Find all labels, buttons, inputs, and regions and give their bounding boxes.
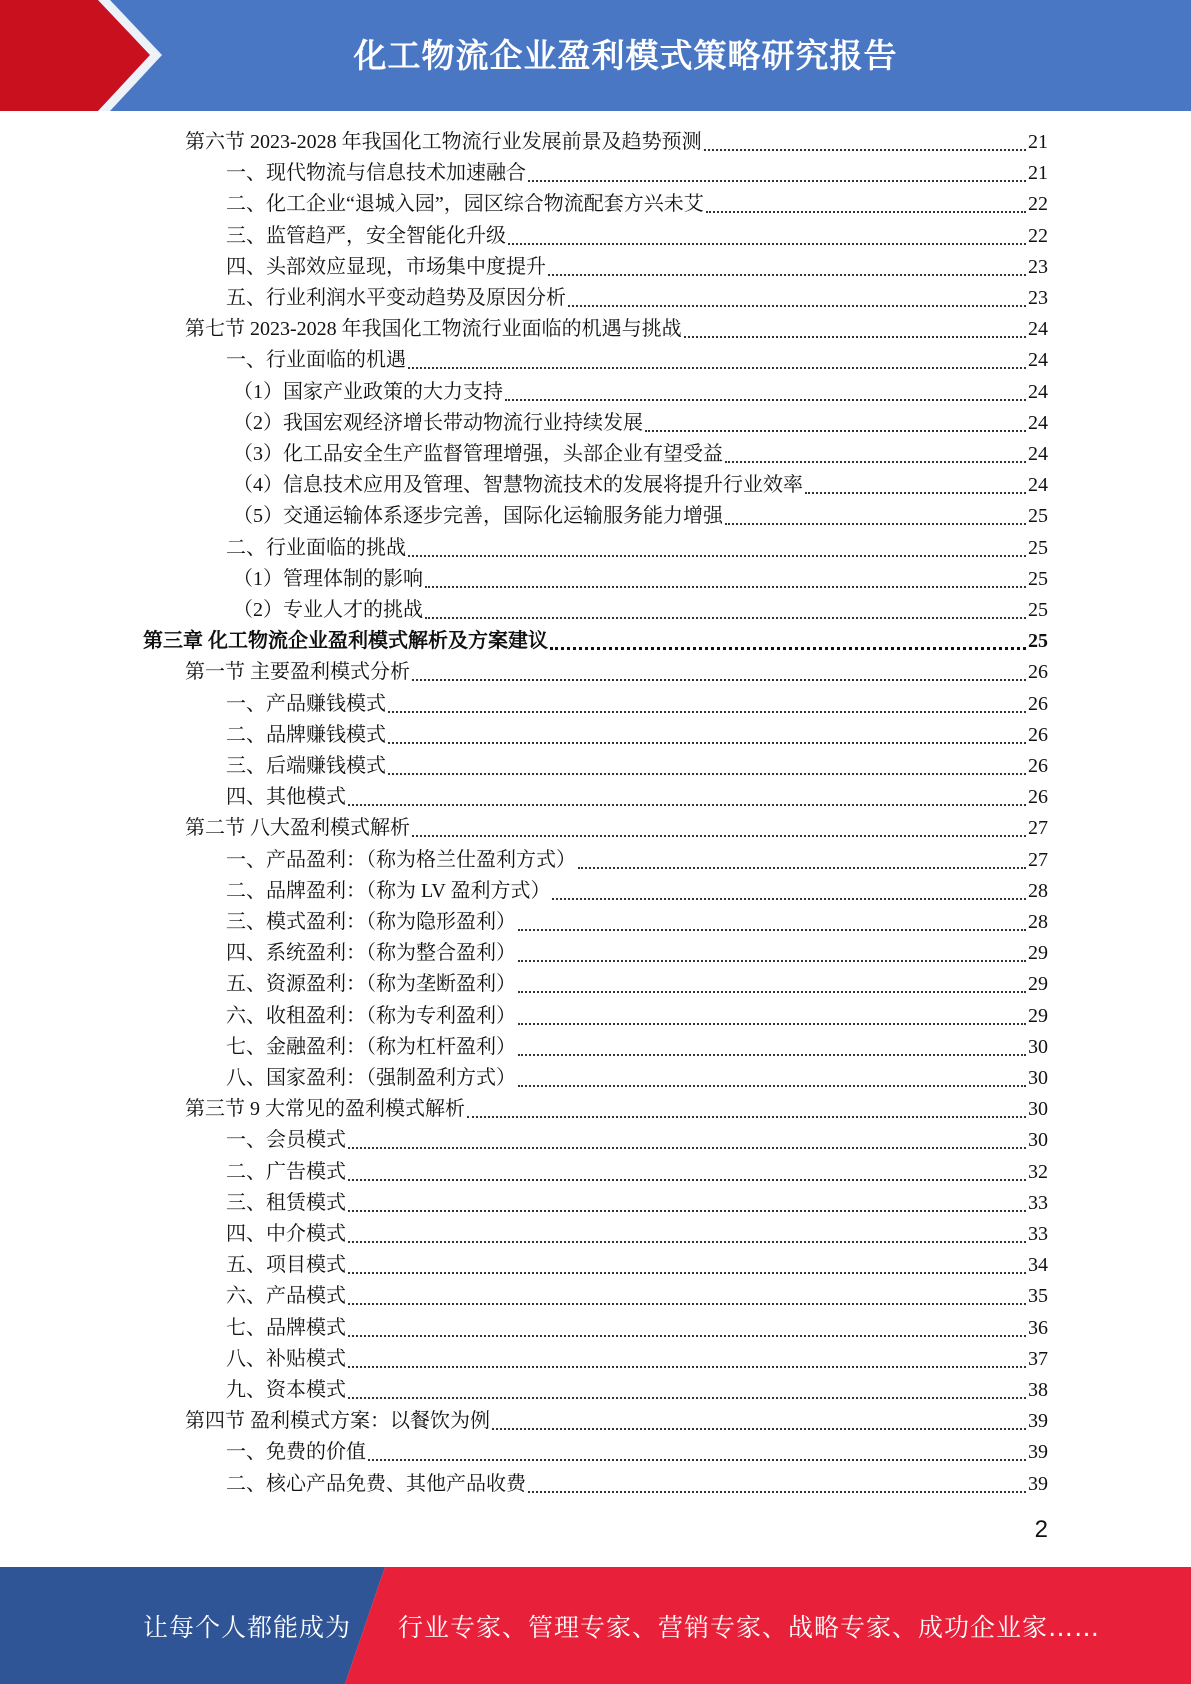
toc-entry-title: 五、项目模式 [226, 1254, 346, 1277]
toc-entry-title: 四、系统盈利：（称为整合盈利） [226, 942, 516, 965]
toc-entry-page: 24 [1028, 380, 1048, 403]
toc-entry[interactable] [185, 1094, 1048, 1125]
toc-entry-title: 六、收租盈利：（称为专利盈利） [226, 1004, 516, 1027]
toc-leader-dots [492, 1428, 1026, 1430]
toc-entry[interactable] [226, 1250, 1048, 1281]
toc-entry-title: 四、其他模式 [226, 786, 346, 809]
toc-entry-title: 三、模式盈利：（称为隐形盈利） [226, 911, 516, 933]
toc-entry-page: 30 [1028, 1129, 1048, 1152]
toc-entry-page: 26 [1028, 692, 1048, 715]
footer-slogan-right: 行业专家、管理专家、营销专家、战略专家、成功企业家…… [398, 1612, 1101, 1642]
toc-leader-dots [348, 1241, 1026, 1243]
toc-entry-title: 九、资本模式 [226, 1379, 346, 1401]
toc-leader-dots [518, 960, 1026, 962]
toc-leader-dots [684, 336, 1026, 338]
toc-entry-title: 七、品牌模式 [226, 1316, 346, 1339]
toc-entry[interactable] [226, 1157, 1048, 1188]
toc-entry-page: 35 [1028, 1285, 1048, 1308]
page-footer [0, 1567, 1191, 1684]
toc-entry-title: 三、后端赚钱模式 [226, 755, 386, 777]
toc-entry[interactable] [233, 377, 1048, 408]
toc-entry-title: 二、品牌赚钱模式 [226, 723, 386, 746]
toc-entry-title: 第四节 盈利模式方案：以餐饮为例 [185, 1410, 490, 1433]
toc-entry-title: （1）管理体制的影响 [233, 567, 423, 590]
toc-entry[interactable] [226, 345, 1048, 376]
toc-entry-page: 24 [1028, 443, 1048, 465]
footer-slogan-left: 让每个人都能成为 [143, 1612, 352, 1642]
toc-entry-page: 25 [1028, 536, 1048, 559]
toc-entry-title: 第三节 9 大常见的盈利模式解析 [185, 1098, 465, 1121]
toc-entry-page: 27 [1028, 817, 1048, 840]
toc-leader-dots [412, 679, 1026, 681]
toc-entry-title: 七、金融盈利：（称为杠杆盈利） [226, 1035, 516, 1058]
toc-entry-title: 一、产品盈利：（称为格兰仕盈利方式） [226, 848, 576, 871]
toc-entry[interactable] [185, 1406, 1048, 1437]
toc-entry-title: 一、免费的价值 [226, 1441, 366, 1464]
toc-entry-page: 29 [1028, 973, 1048, 996]
toc-entry-page: 26 [1028, 786, 1048, 809]
toc-entry[interactable] [226, 1001, 1048, 1032]
toc-leader-dots [508, 243, 1026, 245]
toc-entry-page: 24 [1028, 318, 1048, 341]
toc-entry-page: 26 [1028, 661, 1048, 684]
toc-entry[interactable] [226, 907, 1048, 938]
toc-entry[interactable] [226, 1281, 1048, 1312]
toc-entry-page: 34 [1028, 1254, 1048, 1277]
toc-entry[interactable] [226, 221, 1048, 252]
toc-entry[interactable] [233, 501, 1048, 532]
toc-leader-dots [548, 274, 1026, 276]
toc-leader-dots [518, 1023, 1026, 1025]
toc-leader-dots [725, 461, 1026, 463]
toc-leader-dots [348, 1366, 1026, 1368]
toc-leader-dots [348, 1147, 1026, 1149]
toc-entry-title: 二、化工企业“退城入园”，园区综合物流配套方兴未艾 [226, 193, 704, 216]
toc-entry-title: 八、补贴模式 [226, 1347, 346, 1370]
toc-leader-dots [425, 617, 1026, 619]
toc-entry-page: 24 [1028, 474, 1048, 497]
toc-leader-dots [388, 711, 1026, 713]
toc-leader-dots [518, 1054, 1026, 1056]
toc-entry[interactable] [226, 720, 1048, 751]
toc-entry-page: 21 [1028, 162, 1048, 185]
toc-entry-title: （2）我国宏观经济增长带动物流行业持续发展 [233, 411, 643, 434]
toc-entry-title: 一、行业面临的机遇 [226, 349, 406, 372]
toc-leader-dots [348, 804, 1026, 806]
toc-entry[interactable] [233, 564, 1048, 595]
toc-entry[interactable] [226, 969, 1048, 1000]
toc-entry[interactable] [226, 158, 1048, 189]
toc-entry-page: 25 [1028, 567, 1048, 590]
toc-entry-page: 29 [1028, 1004, 1048, 1027]
toc-entry-page: 28 [1028, 911, 1048, 933]
toc-leader-dots [388, 742, 1026, 744]
toc-leader-dots [645, 430, 1026, 432]
toc-entry-page: 29 [1028, 942, 1048, 965]
toc-entry-page: 30 [1028, 1098, 1048, 1121]
toc-entry[interactable] [226, 845, 1048, 876]
toc-entry-title: 一、现代物流与信息技术加速融合 [226, 162, 526, 185]
toc-entry-title: 第二节 八大盈利模式解析 [185, 817, 410, 840]
toc-entry[interactable] [185, 657, 1048, 688]
toc-leader-dots [518, 929, 1026, 931]
toc-entry[interactable] [185, 127, 1048, 158]
toc-entry[interactable] [226, 1344, 1048, 1375]
toc-entry-title: 一、会员模式 [226, 1129, 346, 1152]
toc-leader-dots [348, 1179, 1026, 1181]
toc-entry-page: 23 [1028, 287, 1048, 309]
toc-leader-dots [528, 180, 1026, 182]
toc-entry-title: （3）化工品安全生产监督管理增强，头部企业有望受益 [233, 443, 723, 465]
toc-entry[interactable] [226, 1188, 1048, 1219]
page-number: 2 [1034, 1516, 1048, 1543]
toc-entry[interactable] [226, 1063, 1048, 1094]
toc-entry[interactable] [226, 189, 1048, 220]
toc-entry-page: 24 [1028, 349, 1048, 372]
toc-entry-title: （1）国家产业政策的大力支持 [233, 380, 503, 403]
toc-entry[interactable] [185, 813, 1048, 844]
toc-entry-title: （2）专业人才的挑战 [233, 599, 423, 621]
toc-leader-dots [805, 492, 1026, 494]
toc-entry-page: 27 [1028, 848, 1048, 871]
toc-entry[interactable] [226, 1437, 1048, 1468]
toc-entry-title: 第一节 主要盈利模式分析 [185, 661, 410, 684]
toc-leader-dots [348, 1335, 1026, 1337]
toc-entry-page: 25 [1028, 505, 1048, 528]
toc-entry-page: 26 [1028, 755, 1048, 777]
toc-leader-dots [408, 367, 1026, 369]
report-title: 化工物流企业盈利模式策略研究报告 [353, 35, 898, 75]
toc-entry-page: 25 [1028, 630, 1048, 653]
toc-entry-page: 30 [1028, 1067, 1048, 1089]
toc-entry-title: 五、资源盈利：（称为垄断盈利） [226, 973, 516, 996]
toc-entry-page: 26 [1028, 723, 1048, 746]
toc-leader-dots [704, 149, 1026, 151]
page-header [0, 0, 1191, 111]
toc-entry[interactable] [226, 782, 1048, 813]
toc-leader-dots [368, 1459, 1026, 1461]
toc-entry[interactable] [226, 1375, 1048, 1406]
toc-entry-title: 二、广告模式 [226, 1160, 346, 1183]
toc-entry-title: 六、产品模式 [226, 1285, 346, 1308]
toc-entry-page: 37 [1028, 1347, 1048, 1370]
toc-entry[interactable] [226, 252, 1048, 283]
toc-leader-dots [550, 647, 1026, 650]
toc-leader-dots [348, 1303, 1026, 1305]
toc-entry-page: 36 [1028, 1316, 1048, 1339]
toc-entry-page: 25 [1028, 599, 1048, 621]
toc-entry-page: 39 [1028, 1441, 1048, 1464]
toc-leader-dots [568, 305, 1026, 307]
toc-entry-page: 32 [1028, 1160, 1048, 1183]
toc-entry[interactable] [233, 595, 1048, 626]
toc-entry-title: 第三章 化工物流企业盈利模式解析及方案建议 [143, 630, 548, 653]
toc-entry-page: 30 [1028, 1035, 1048, 1058]
toc-entry-page: 24 [1028, 411, 1048, 434]
toc-entry-page: 22 [1028, 193, 1048, 216]
toc-entry-page: 38 [1028, 1379, 1048, 1401]
toc-entry-title: 二、品牌盈利：（称为 LV 盈利方式） [226, 879, 551, 902]
toc-leader-dots [725, 523, 1026, 525]
toc-entry[interactable] [226, 283, 1048, 314]
toc-entry-title: 二、核心产品免费、其他产品收费 [226, 1472, 526, 1495]
toc-entry-title: 三、租赁模式 [226, 1191, 346, 1214]
toc-leader-dots [467, 1116, 1026, 1118]
toc-entry-title: 三、监管趋严，安全智能化升级 [226, 224, 506, 247]
toc-entry[interactable] [226, 689, 1048, 720]
toc-entry[interactable] [226, 938, 1048, 969]
toc-entry-page: 22 [1028, 224, 1048, 247]
toc-leader-dots [348, 1210, 1026, 1212]
toc-entry[interactable] [226, 1125, 1048, 1156]
toc-entry-title: 八、国家盈利：（强制盈利方式） [226, 1067, 516, 1089]
toc-entry[interactable] [233, 470, 1048, 501]
toc-entry-title: 第六节 2023-2028 年我国化工物流行业发展前景及趋势预测 [185, 131, 702, 153]
toc-entry-page: 21 [1028, 131, 1048, 153]
toc-leader-dots [425, 586, 1026, 588]
toc-entry[interactable] [233, 439, 1048, 470]
toc-entry-page: 28 [1028, 879, 1048, 902]
toc-entry-title: 五、行业利润水平变动趋势及原因分析 [226, 287, 566, 309]
toc-leader-dots [706, 211, 1026, 213]
toc-leader-dots [552, 898, 1026, 900]
toc-leader-dots [578, 867, 1026, 869]
toc-leader-dots [518, 1085, 1026, 1087]
toc-entry[interactable] [226, 1469, 1048, 1500]
toc-entry[interactable] [226, 751, 1048, 782]
toc-entry[interactable] [233, 408, 1048, 439]
toc-leader-dots [348, 1397, 1026, 1399]
toc-leader-dots [388, 773, 1026, 775]
toc-leader-dots [505, 399, 1026, 401]
toc-leader-dots [348, 1272, 1026, 1274]
toc-entry-title: 四、中介模式 [226, 1223, 346, 1245]
toc-entry-title: 二、行业面临的挑战 [226, 536, 406, 559]
toc-entry-title: 第七节 2023-2028 年我国化工物流行业面临的机遇与挑战 [185, 318, 682, 341]
toc-entry-title: 一、产品赚钱模式 [226, 692, 386, 715]
toc-entry[interactable] [226, 876, 1048, 907]
toc-entry[interactable] [226, 1313, 1048, 1344]
toc-entry[interactable] [226, 1032, 1048, 1063]
toc-entry[interactable] [226, 1219, 1048, 1250]
header-arrow-icon [0, 0, 170, 111]
toc-entry-page: 39 [1028, 1410, 1048, 1433]
toc-entry-page: 23 [1028, 255, 1048, 278]
toc-entry-page: 33 [1028, 1223, 1048, 1245]
toc-leader-dots [412, 835, 1026, 837]
toc-entry-title: 四、头部效应显现，市场集中度提升 [226, 255, 546, 278]
toc-entry-page: 33 [1028, 1191, 1048, 1214]
toc-leader-dots [408, 555, 1026, 557]
toc-entry[interactable] [143, 626, 1048, 657]
toc-entry[interactable] [185, 314, 1048, 345]
toc-entry-title: （5）交通运输体系逐步完善，国际化运输服务能力增强 [233, 505, 723, 528]
toc-entry[interactable] [226, 533, 1048, 564]
toc-leader-dots [518, 991, 1026, 993]
toc-entry-title: （4）信息技术应用及管理、智慧物流技术的发展将提升行业效率 [233, 474, 803, 497]
toc-entry-page: 39 [1028, 1472, 1048, 1495]
toc-leader-dots [528, 1491, 1026, 1493]
